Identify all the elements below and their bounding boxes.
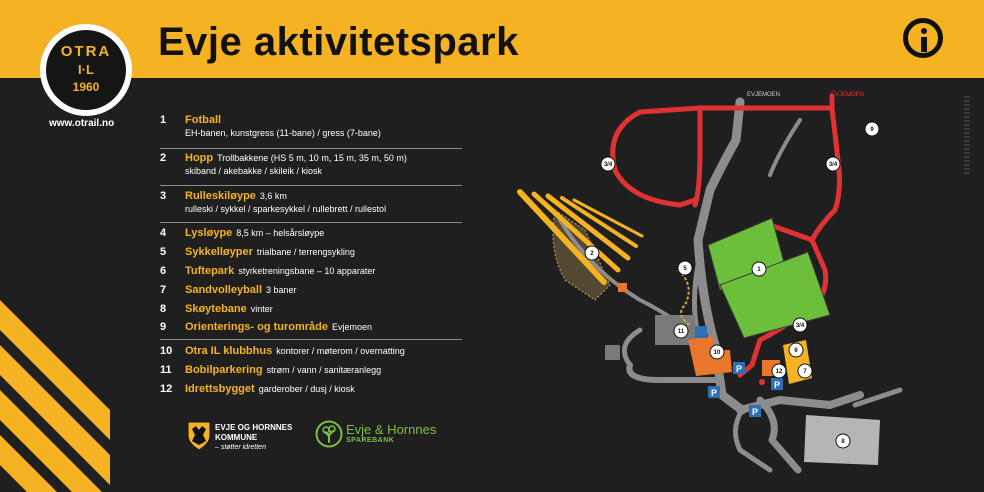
marker-label: 6 [794,348,798,354]
item-name: Bobilparkering [185,364,263,376]
item-inline: garderober / dusj / kiosk [258,384,355,394]
item-inline: styrketreningsbane – 10 apparater [238,266,376,276]
marker-5 [678,261,692,275]
item-name: Sandvolleyball [185,284,263,296]
item-inline: strøm / vann / sanitæranlegg [266,365,382,375]
item-name: Skøytebane [185,303,247,315]
marker-label: 3/4 [603,162,613,168]
item-inline: kontorer / møterom / overnatting [276,346,405,356]
motorhome-icon [695,326,707,338]
marker-label: 5 [683,266,687,272]
marker-6 [789,343,803,357]
parking-label: P [735,364,743,374]
marker-label: 12 [775,369,783,375]
logo-line-3: 1960 [72,80,100,94]
item-number: 2 [160,152,167,164]
marker-12 [772,364,786,378]
marker-label: 8 [841,439,845,445]
kommune-line-1: EVJE OG HORNNES [215,423,293,432]
item-number: 11 [160,364,172,376]
marker-8 [836,434,850,448]
item-name: Idrettsbygget [185,383,255,395]
bank-subtitle: SPAREBANK [346,437,395,444]
club-logo [40,24,132,116]
item-number: 3 [160,190,167,202]
item-details: EH-banen, kunstgress (11-bane) / gress (7-bane) [185,128,381,138]
marker-3-4 [826,157,840,171]
bank-name: Evje & Hornnes [346,422,437,437]
item-number: 9 [160,321,167,333]
marker-1 [752,262,766,276]
item-number: 1 [160,114,167,126]
item-number: 10 [160,345,173,357]
marker-label: 11 [677,329,685,335]
club-website-link[interactable]: www.otrail.no [49,118,115,129]
item-inline: trialbane / terrengsykling [256,247,355,257]
item-name: Sykkelløyper [185,246,253,258]
marker-2 [585,246,599,260]
item-name: Fotball [185,114,222,126]
item-inline: 3 baner [266,285,297,295]
logo-line-1: OTRA [60,43,112,60]
item-name: Tuftepark [185,265,235,277]
parking-label: P [773,380,781,390]
marker-label: 9 [870,127,874,133]
marker-label: 3/4 [828,162,838,168]
club-house-building [688,336,732,376]
marker-3-4 [793,318,807,332]
marker-7 [798,364,812,378]
item-inline: 3,6 km [259,191,287,201]
marker-label: 3/4 [795,323,805,329]
parking-label: P [710,388,718,398]
entrance-dot [759,379,765,385]
marker-9 [865,122,879,136]
kommune-line-2: KOMMUNE [215,433,258,442]
item-inline: Trollbakkene (HS 5 m, 10 m, 15 m, 35 m, 50 m) [217,153,407,163]
parking-label: P [751,407,759,417]
ski-track [613,96,840,375]
page-title: Evje aktivitetspark [158,20,519,64]
item-name: Rulleskiløype [185,190,256,202]
marker-label: 10 [713,350,721,356]
evjemoen-road-label: EVJEMOEN [747,92,781,98]
item-name: Orienterings- og turområde [185,321,329,333]
item-number: 6 [160,265,167,277]
item-name: Otra IL klubbhus [185,345,273,357]
marker-3-4 [601,157,615,171]
marker-label: 7 [803,369,807,375]
item-number: 12 [160,383,173,395]
marker-10 [710,345,724,359]
logo-line-2: I·L [78,62,94,77]
item-details: skiband / akebakke / skileik / kiosk [185,166,323,176]
item-number: 5 [160,246,167,258]
item-details: rulleski / sykkel / sparkesykkel / rullebrett / rullestol [185,204,387,214]
item-number: 4 [160,227,167,239]
item-number: 7 [160,284,167,296]
marker-label: 2 [590,251,594,257]
item-name: Lysløype [185,227,233,239]
item-inline: 8,5 km – helsårsløype [236,228,325,238]
item-inline: vinter [250,304,273,314]
item-name: Hopp [185,152,214,164]
jump-building [618,283,627,292]
kommune-tagline: – støtter idretten [215,444,266,451]
item-number: 8 [160,303,167,315]
item-inline: Evjemoen [332,322,373,332]
marker-label: 1 [757,267,761,273]
marker-11 [674,324,688,338]
evjemoen-track-label: EVJEMOEN [831,92,865,98]
building-block [605,345,620,360]
